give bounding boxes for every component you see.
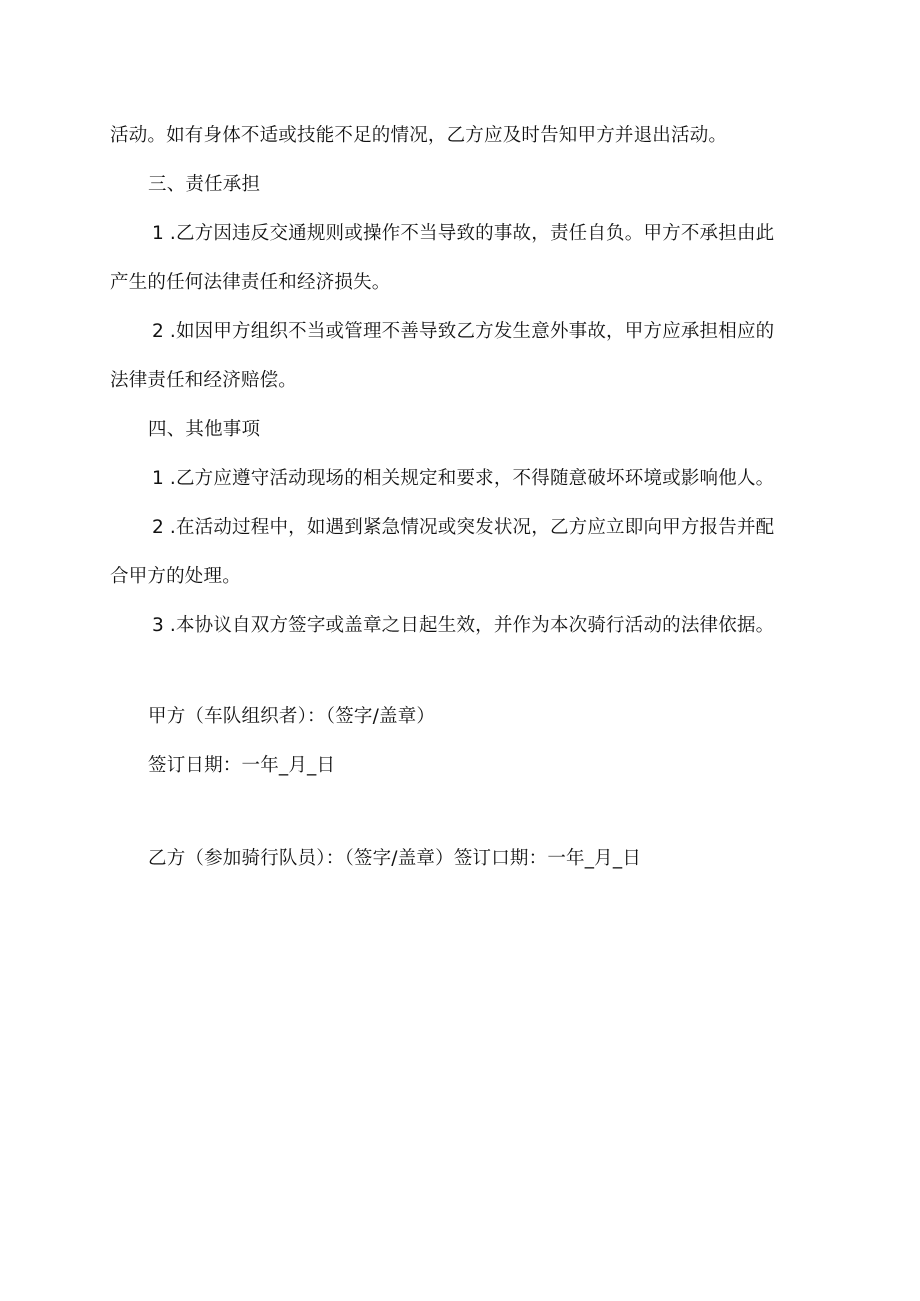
item-number: 2 xyxy=(152,321,164,342)
item-number: 3 xyxy=(152,615,164,636)
section-3-item-1-line-2: 产生的任何法律责任和经济损失。 xyxy=(110,272,391,293)
section-4-heading: 四、其他事项 xyxy=(148,419,261,440)
section-3-item-1-line-1 xyxy=(152,222,774,246)
item-number: 1 xyxy=(152,468,164,489)
party-a-date-line: 签订日期：一年_月_日 xyxy=(148,755,336,776)
section-4-item-2-line-2: 合甲方的处理。 xyxy=(110,566,241,587)
intro-tail-line: 活动。如有身体不适或技能不足的情况，乙方应及时告知甲方并退出活动。 xyxy=(110,125,728,146)
item-text: .在活动过程中，如遇到紧急情况或突发状况，乙方应立即向甲方报告并配 xyxy=(169,517,775,538)
section-4-item-3-line-1 xyxy=(152,614,774,638)
party-b-signature-line: 乙方（参加骑行队员）：（签字/盖章）签订口期：一年_月_日 xyxy=(148,848,642,869)
item-text: .乙方应遵守活动现场的相关规定和要求，不得随意破坏环境或影响他人。 xyxy=(169,468,775,489)
item-number: 1 xyxy=(152,223,164,244)
item-number: 2 xyxy=(152,517,164,538)
section-3-item-2-line-2: 法律责任和经济赔偿。 xyxy=(110,370,298,391)
section-4-item-1-line-1 xyxy=(152,467,774,491)
item-text: .乙方因违反交通规则或操作不当导致的事故，责任自负。甲方不承担由此 xyxy=(169,223,775,244)
item-text: .本协议自双方签字或盖章之日起生效，并作为本次骑行活动的法律依据。 xyxy=(169,615,775,636)
section-4-item-2-line-1 xyxy=(152,516,774,540)
section-3-heading: 三、责任承担 xyxy=(148,174,261,195)
section-3-item-2-line-1 xyxy=(152,320,774,344)
item-text: .如因甲方组织不当或管理不善导致乙方发生意外事故，甲方应承担相应的 xyxy=(169,321,775,342)
party-a-signature-line: 甲方（车队组织者）：（签字/盖章） xyxy=(148,706,436,727)
